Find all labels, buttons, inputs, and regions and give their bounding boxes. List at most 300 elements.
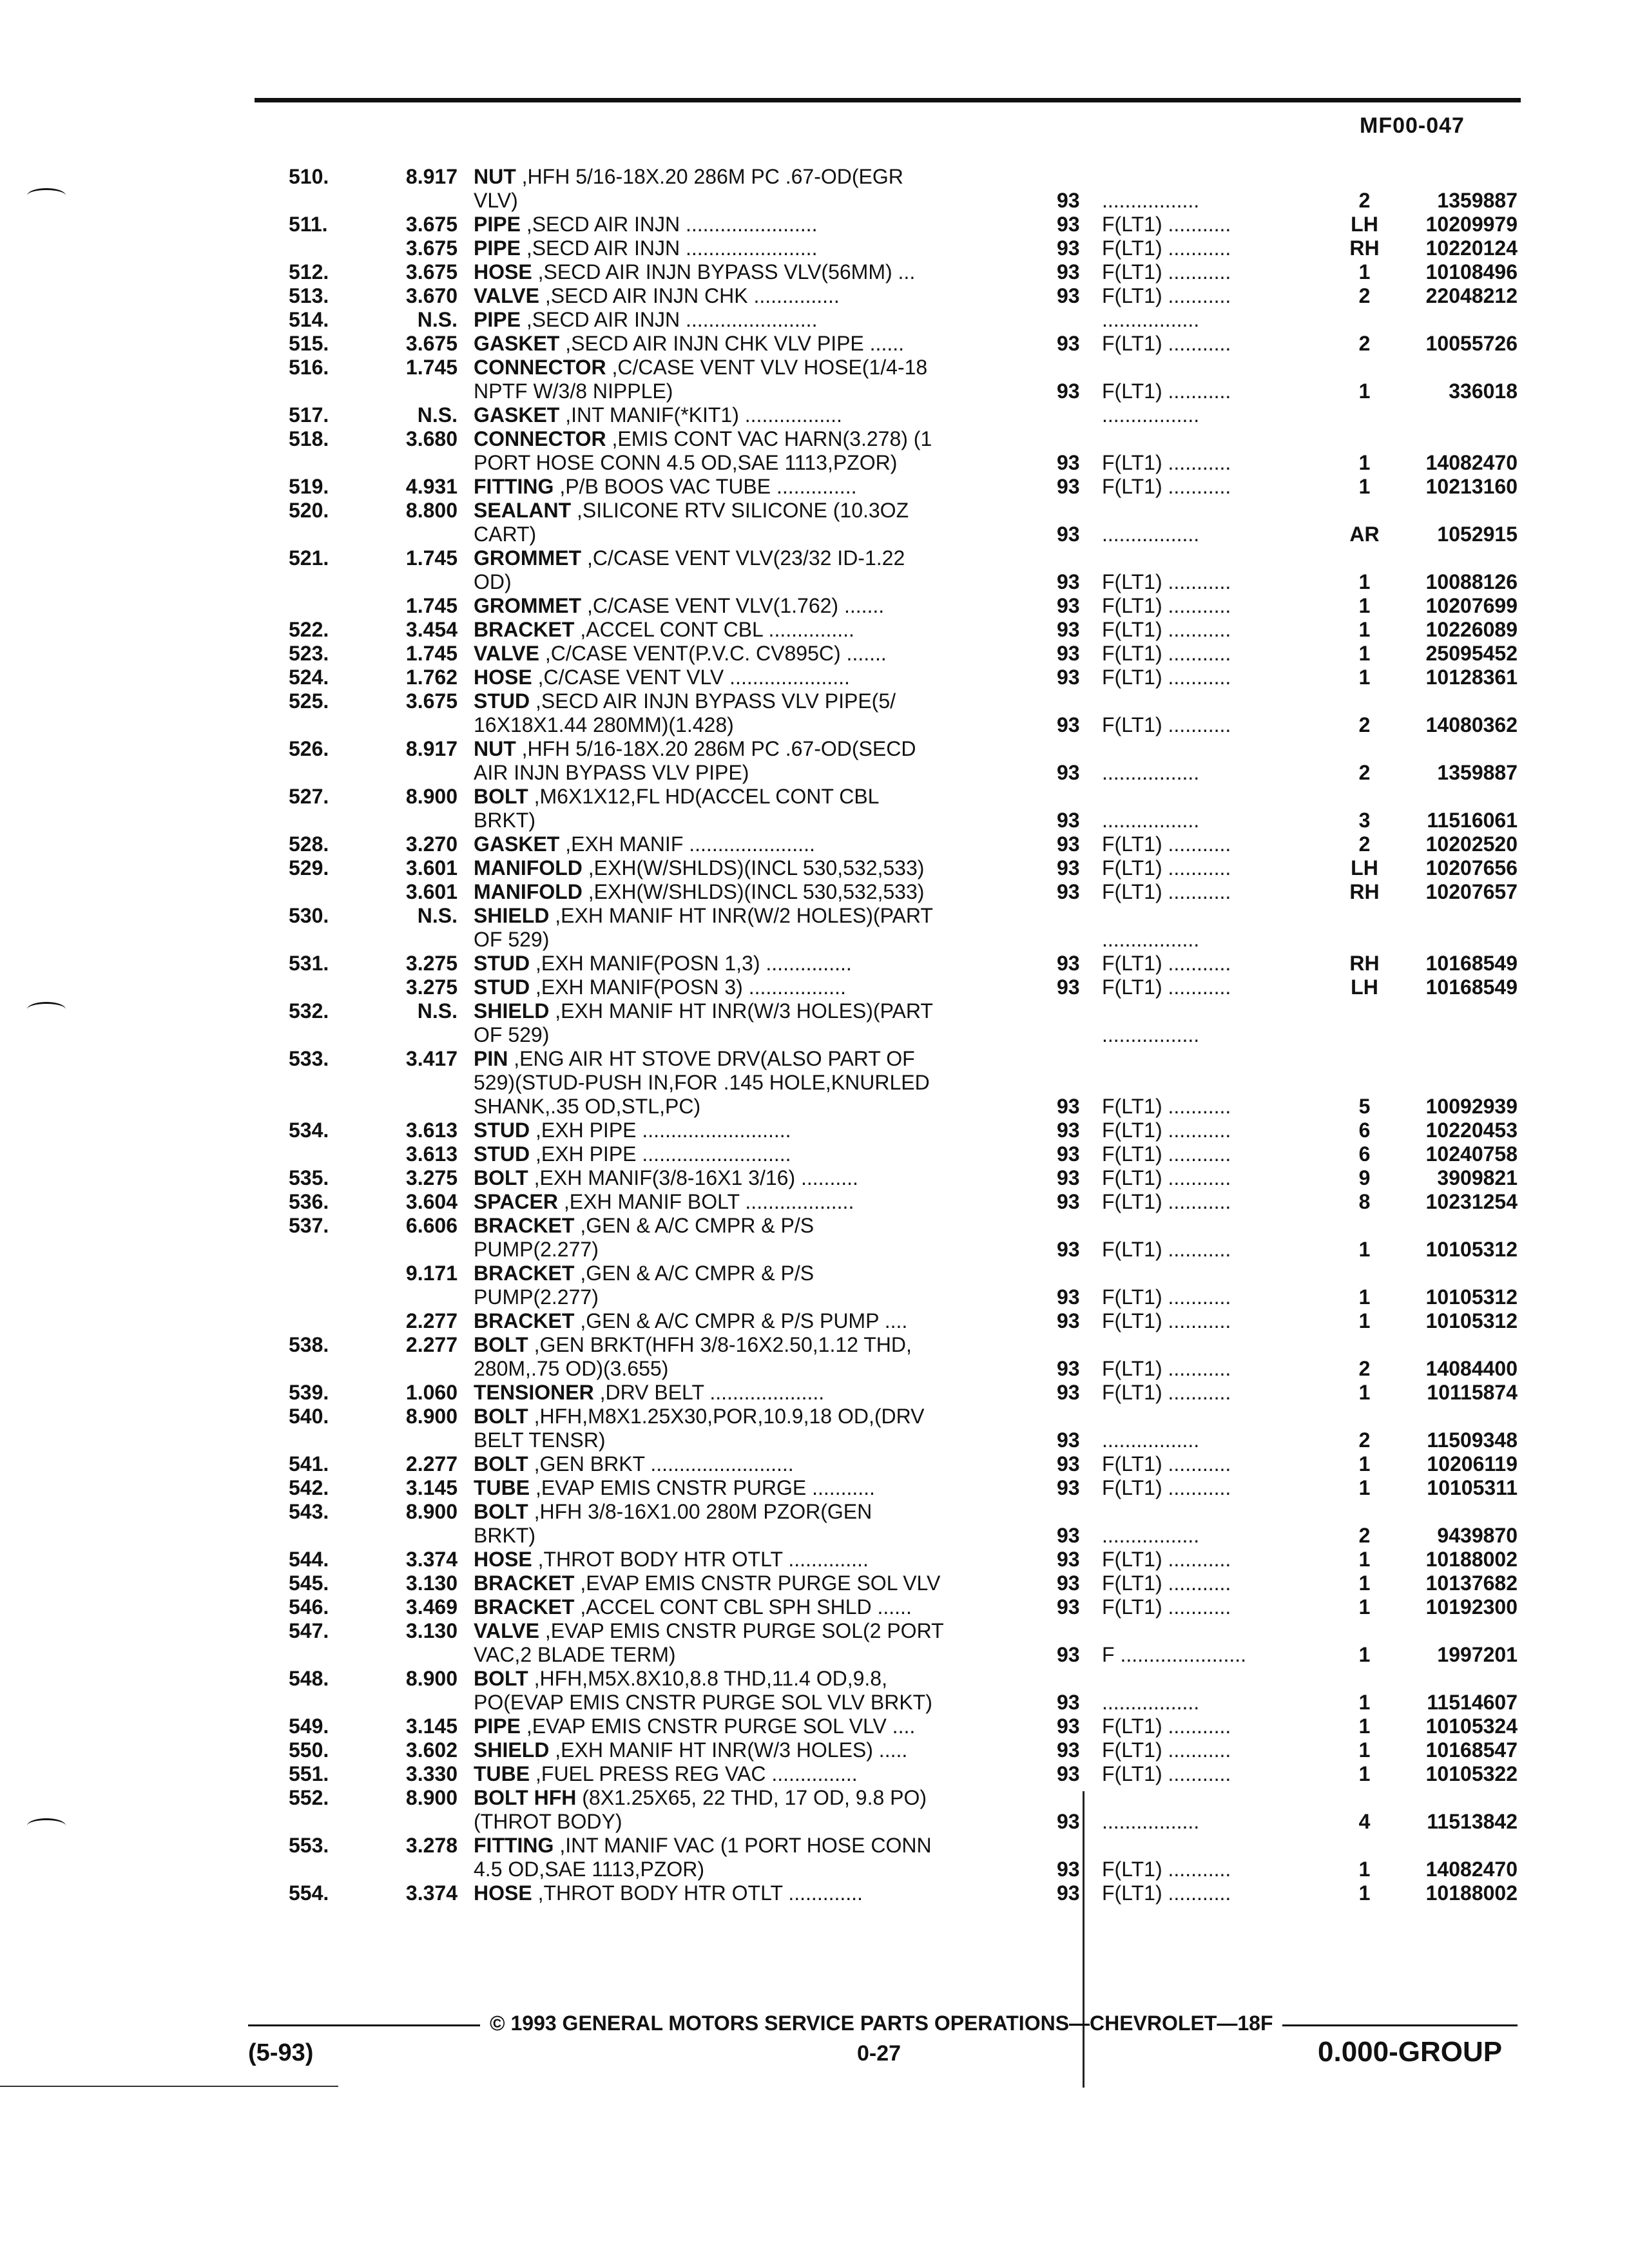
group-number: 1.060 [405, 1381, 458, 1404]
group-number: 6.606 [405, 1214, 458, 1237]
part-number: 1052915 [1437, 523, 1518, 546]
part-number: 14080362 [1425, 713, 1518, 736]
part-name: BRACKET [474, 1571, 575, 1595]
model-code: F(LT1) ........... [1102, 856, 1231, 879]
part-name: GROMMET [474, 594, 582, 617]
description-text: ,HFH,M8X1.25X30,POR,10.9,18 OD,(DRV [528, 1405, 925, 1428]
description [474, 1881, 1008, 1905]
row-line [0, 1166, 1629, 1190]
table-row [0, 546, 1629, 594]
model-code: F ...................... [1102, 1643, 1247, 1666]
model-code: F(LT1) ........... [1102, 1738, 1231, 1762]
description-text: ,EVAP EMIS CNSTR PURGE ........... [530, 1476, 875, 1499]
group-number: 2.277 [405, 1452, 458, 1475]
group-number: 8.800 [405, 499, 458, 522]
model-year: 93 [1057, 1548, 1080, 1571]
group-number: 1.745 [405, 546, 458, 570]
quantity: 2 [1358, 713, 1371, 736]
description [474, 689, 1008, 713]
table-row [0, 952, 1629, 975]
model-year: 93 [1057, 1571, 1080, 1595]
part-name: MANIFOLD [474, 856, 583, 879]
model-year: 93 [1057, 1285, 1080, 1309]
description-text: ,EXH(W/SHLDS)(INCL 530,532,533) [582, 856, 925, 879]
group-number: 3.601 [405, 880, 458, 903]
model-year: 93 [1057, 189, 1080, 212]
quantity: 1 [1358, 1381, 1371, 1404]
part-number: 10188002 [1425, 1881, 1518, 1905]
part-name: BOLT [474, 1405, 528, 1428]
ref-number: 530. [289, 904, 329, 927]
model-code: F(LT1) ........... [1102, 380, 1231, 403]
group-number: 3.270 [405, 832, 458, 856]
description [474, 570, 1008, 594]
quantity: 1 [1358, 1715, 1371, 1738]
description-text: VLV) [474, 189, 518, 212]
model-code: ................. [1102, 1524, 1200, 1547]
description [474, 1810, 1008, 1834]
model-code: F(LT1) ........... [1102, 832, 1231, 856]
description [474, 1190, 1008, 1214]
row-line [0, 356, 1629, 380]
part-name: STUD [474, 1119, 530, 1142]
model-year: 93 [1057, 380, 1080, 403]
ref-number: 542. [289, 1476, 329, 1499]
row-line [0, 618, 1629, 642]
group-number: N.S. [417, 999, 458, 1023]
table-row [0, 1834, 1629, 1881]
part-name: PIPE [474, 1715, 521, 1738]
description [474, 1524, 1008, 1548]
description [474, 403, 1008, 427]
model-code: F(LT1) ........... [1102, 1381, 1231, 1404]
ref-number: 549. [289, 1715, 329, 1738]
table-row [0, 1738, 1629, 1762]
part-name: BOLT [474, 1500, 528, 1523]
table-row [0, 1571, 1629, 1595]
model-code: F(LT1) ........... [1102, 1595, 1231, 1619]
quantity: RH [1349, 236, 1380, 260]
description [474, 904, 1008, 928]
quantity: 3 [1358, 809, 1371, 832]
group-number: 8.900 [405, 785, 458, 808]
description-text: ,GEN & A/C CMPR & P/S [574, 1214, 815, 1237]
part-number: 14082470 [1425, 451, 1518, 474]
group-number: 3.145 [405, 1715, 458, 1738]
table-row [0, 356, 1629, 403]
model-code: F(LT1) ........... [1102, 1166, 1231, 1189]
description [474, 451, 1008, 475]
table-row [0, 1214, 1629, 1262]
description-text: ,SECD AIR INJN BYPASS VLV PIPE(5/ [530, 689, 896, 713]
row-line [0, 1810, 1629, 1834]
description-text: ,INT MANIF VAC (1 PORT HOSE CONN [554, 1834, 932, 1857]
ref-number: 541. [289, 1452, 329, 1475]
description-text: ,ACCEL CONT CBL ............... [574, 618, 854, 641]
description-text: ,SECD AIR INJN BYPASS VLV(56MM) ... [532, 260, 916, 284]
description-text: ,SECD AIR INJN ....................... [520, 308, 818, 331]
description [474, 1762, 1008, 1786]
ref-number: 519. [289, 475, 329, 498]
model-year: 93 [1057, 1595, 1080, 1619]
part-name: BRACKET [474, 1309, 575, 1332]
model-code: ................. [1102, 1810, 1200, 1833]
model-year: 93 [1057, 1190, 1080, 1213]
ref-number: 547. [289, 1619, 329, 1642]
description-text: ,FUEL PRESS REG VAC ............... [530, 1762, 858, 1785]
model-code: F(LT1) ........... [1102, 952, 1231, 975]
ref-number: 546. [289, 1595, 329, 1619]
part-number: 336018 [1449, 380, 1518, 403]
part-number: 11516061 [1427, 809, 1518, 832]
description-text: ,EXH MANIF HT INR(W/3 HOLES)(PART [549, 999, 933, 1023]
description [474, 1715, 1008, 1738]
row-line [0, 1571, 1629, 1595]
model-code: F(LT1) ........... [1102, 1095, 1231, 1118]
description-text: VAC,2 BLADE TERM) [474, 1643, 676, 1666]
model-code: F(LT1) ........... [1102, 570, 1231, 593]
quantity: 8 [1358, 1190, 1371, 1213]
description-text: ,GEN & A/C CMPR & P/S [574, 1262, 815, 1285]
ref-number: 510. [289, 165, 329, 188]
quantity: LH [1351, 856, 1378, 879]
description [474, 1738, 1008, 1762]
row-line [0, 904, 1629, 928]
description [474, 165, 1008, 189]
description-text: 4.5 OD,SAE 1113,PZOR) [474, 1858, 705, 1881]
model-code: F(LT1) ........... [1102, 1238, 1231, 1261]
group-number: 2.277 [405, 1309, 458, 1332]
row-line [0, 1881, 1629, 1905]
row-line [0, 1738, 1629, 1762]
part-name: BOLT HFH [474, 1786, 577, 1809]
description-text: ,C/CASE VENT VLV(23/32 ID-1.22 [581, 546, 905, 570]
quantity: 4 [1358, 1810, 1371, 1833]
ref-number: 554. [289, 1881, 329, 1905]
group-number: 3.675 [405, 236, 458, 260]
row-line [0, 689, 1629, 713]
model-year: 93 [1057, 832, 1080, 856]
part-name: TENSIONER [474, 1381, 594, 1404]
part-number: 10207699 [1425, 594, 1518, 617]
table-row [0, 1333, 1629, 1381]
model-year: 93 [1057, 1166, 1080, 1189]
part-name: PIPE [474, 308, 521, 331]
row-line [0, 427, 1629, 451]
description-text: ,EVAP EMIS CNSTR PURGE SOL VLV [574, 1571, 941, 1595]
row-line [0, 1762, 1629, 1786]
description [474, 1571, 1008, 1595]
table-row [0, 1166, 1629, 1190]
part-number: 10108496 [1425, 260, 1518, 284]
part-number: 10168549 [1425, 952, 1518, 975]
model-year: 93 [1057, 952, 1080, 975]
part-name: MANIFOLD [474, 880, 583, 903]
description-text: ,THROT BODY HTR OTLT ............. [532, 1881, 863, 1905]
description-text: (8X1.25X65, 22 THD, 17 OD, 9.8 PO) [576, 1786, 927, 1809]
description [474, 499, 1008, 523]
row-line [0, 332, 1629, 356]
ref-number: 517. [289, 403, 329, 427]
description-text: ,P/B BOOS VAC TUBE .............. [554, 475, 857, 498]
description [474, 1285, 1008, 1309]
model-year: 93 [1057, 1715, 1080, 1738]
description-text: ,EMIS CONT VAC HARN(3.278) (1 [606, 427, 932, 450]
part-name: PIPE [474, 236, 521, 260]
model-code: ................. [1102, 523, 1200, 546]
quantity: 1 [1358, 1285, 1371, 1309]
description-text: PUMP(2.277) [474, 1238, 599, 1261]
row-line [0, 1285, 1629, 1309]
description [474, 308, 1008, 332]
part-number: 10105312 [1425, 1309, 1518, 1332]
part-number: 14082470 [1425, 1858, 1518, 1881]
description-text: ,GEN BRKT(HFH 3/8-16X2.50,1.12 THD, [528, 1333, 912, 1356]
model-year: 93 [1057, 1858, 1080, 1881]
ref-number: 529. [289, 856, 329, 879]
model-code: F(LT1) ........... [1102, 1762, 1231, 1785]
model-year: 93 [1057, 236, 1080, 260]
row-line [0, 761, 1629, 785]
row-line [0, 1524, 1629, 1548]
group-number: 8.917 [405, 165, 458, 188]
table-row [0, 1786, 1629, 1834]
footer-date: (5-93) [248, 2039, 314, 2066]
description-text: ,HFH 5/16-18X.20 286M PC .67-OD(EGR [516, 165, 903, 188]
model-code: ................. [1102, 928, 1200, 951]
description [474, 427, 1008, 451]
description-text: NPTF W/3/8 NIPPLE) [474, 380, 673, 403]
table-row [0, 1047, 1629, 1119]
model-code: F(LT1) ........... [1102, 642, 1231, 665]
ref-number: 545. [289, 1571, 329, 1595]
row-line [0, 1786, 1629, 1810]
description-text: PO(EVAP EMIS CNSTR PURGE SOL VLV BRKT) [474, 1691, 932, 1714]
part-name: STUD [474, 1142, 530, 1166]
model-code: F(LT1) ........... [1102, 260, 1231, 284]
row-line [0, 1095, 1629, 1119]
group-number: N.S. [417, 308, 458, 331]
part-number: 10231254 [1425, 1190, 1518, 1213]
model-year: 93 [1057, 809, 1080, 832]
group-number: 8.917 [405, 737, 458, 760]
part-number: 10207656 [1425, 856, 1518, 879]
group-number: 3.675 [405, 260, 458, 284]
quantity: 6 [1358, 1119, 1371, 1142]
table-row [0, 737, 1629, 785]
quantity: 1 [1358, 1452, 1371, 1475]
group-number: 3.604 [405, 1190, 458, 1213]
row-line [0, 1858, 1629, 1881]
part-name: HOSE [474, 1548, 532, 1571]
group-number: N.S. [417, 904, 458, 927]
row-line [0, 380, 1629, 403]
model-year: 93 [1057, 451, 1080, 474]
part-name: NUT [474, 737, 516, 760]
table-row [0, 856, 1629, 880]
quantity: 1 [1358, 451, 1371, 474]
group-number: 3.602 [405, 1738, 458, 1762]
part-number: 10206119 [1427, 1452, 1518, 1475]
table-row [0, 832, 1629, 856]
description [474, 1834, 1008, 1858]
row-line [0, 1834, 1629, 1858]
description [474, 1071, 1008, 1095]
part-number: 10192300 [1425, 1595, 1518, 1619]
group-number: 3.130 [405, 1571, 458, 1595]
table-row [0, 332, 1629, 356]
part-number: 11513842 [1427, 1810, 1518, 1833]
group-number: 8.900 [405, 1405, 458, 1428]
table-row [0, 999, 1629, 1047]
quantity: 2 [1358, 1357, 1371, 1380]
description-text: OF 529) [474, 928, 550, 951]
page-code: MF00-047 [1360, 113, 1465, 138]
table-row [0, 594, 1629, 618]
table-row [0, 975, 1629, 999]
ref-number: 512. [289, 260, 329, 284]
description-text: ,EXH PIPE .......................... [530, 1119, 791, 1142]
description-text: SHANK,.35 OD,STL,PC) [474, 1095, 701, 1118]
description [474, 1452, 1008, 1476]
model-code: F(LT1) ........... [1102, 1285, 1231, 1309]
description-text: ,SECD AIR INJN ....................... [520, 213, 818, 236]
part-name: HOSE [474, 666, 532, 689]
table-row [0, 642, 1629, 666]
model-year: 93 [1057, 880, 1080, 903]
part-name: STUD [474, 975, 530, 999]
row-line [0, 832, 1629, 856]
row-line [0, 1476, 1629, 1500]
ref-number: 539. [289, 1381, 329, 1404]
model-year: 93 [1057, 1357, 1080, 1380]
quantity: 2 [1358, 761, 1371, 784]
description [474, 999, 1008, 1023]
model-code: F(LT1) ........... [1102, 1190, 1231, 1213]
model-year: 93 [1057, 523, 1080, 546]
table-row [0, 1119, 1629, 1142]
ref-number: 528. [289, 832, 329, 856]
model-year: 93 [1057, 1476, 1080, 1499]
part-name: FITTING [474, 475, 554, 498]
quantity: 1 [1358, 570, 1371, 593]
row-line [0, 1643, 1629, 1667]
description [474, 1500, 1008, 1524]
model-year: 93 [1057, 666, 1080, 689]
quantity: LH [1351, 975, 1378, 999]
description-text: ,EVAP EMIS CNSTR PURGE SOL(2 PORT [539, 1619, 944, 1642]
part-name: CONNECTOR [474, 356, 606, 379]
part-name: TUBE [474, 1476, 530, 1499]
model-year: 93 [1057, 1524, 1080, 1547]
quantity: LH [1351, 213, 1378, 236]
row-line [0, 1071, 1629, 1095]
model-year: 93 [1057, 1095, 1080, 1118]
description-text: ,EXH(W/SHLDS)(INCL 530,532,533) [582, 880, 925, 903]
part-name: FITTING [474, 1834, 554, 1857]
group-number: 3.601 [405, 856, 458, 879]
model-code: F(LT1) ........... [1102, 666, 1231, 689]
quantity: 6 [1358, 1142, 1371, 1166]
part-number: 9439870 [1437, 1524, 1518, 1547]
description [474, 380, 1008, 403]
model-code: F(LT1) ........... [1102, 236, 1231, 260]
model-year: 93 [1057, 856, 1080, 879]
description [474, 1595, 1008, 1619]
row-line [0, 1405, 1629, 1428]
description [474, 618, 1008, 642]
description-text: BRKT) [474, 809, 535, 832]
description-text: ,C/CASE VENT VLV(1.762) ....... [581, 594, 885, 617]
part-number: 14084400 [1425, 1357, 1518, 1380]
quantity: 1 [1358, 1691, 1371, 1714]
description-text: ,EXH MANIF ...................... [559, 832, 815, 856]
description-text: PUMP(2.277) [474, 1285, 599, 1309]
group-number: 3.278 [405, 1834, 458, 1857]
row-line [0, 260, 1629, 284]
model-year: 93 [1057, 1762, 1080, 1785]
row-line [0, 1595, 1629, 1619]
model-code: F(LT1) ........... [1102, 975, 1231, 999]
quantity: 2 [1358, 284, 1371, 307]
model-year: 93 [1057, 642, 1080, 665]
row-line [0, 999, 1629, 1023]
part-number: 10128361 [1425, 666, 1518, 689]
description [474, 1166, 1008, 1190]
description [474, 1691, 1008, 1715]
model-year: 93 [1057, 761, 1080, 784]
ref-number: 532. [289, 999, 329, 1023]
ref-number: 553. [289, 1834, 329, 1857]
description [474, 1381, 1008, 1405]
description-text: ,EXH MANIF(POSN 3) ................. [530, 975, 846, 999]
description [474, 1405, 1008, 1428]
ref-number: 534. [289, 1119, 329, 1142]
ref-number: 537. [289, 1214, 329, 1237]
description-text: AIR INJN BYPASS VLV PIPE) [474, 761, 749, 784]
quantity: 1 [1358, 666, 1371, 689]
row-line [0, 1381, 1629, 1405]
part-name: VALVE [474, 1619, 539, 1642]
description-text: ,GEN BRKT ......................... [528, 1452, 794, 1475]
group-number: 3.330 [405, 1762, 458, 1785]
table-row [0, 1405, 1629, 1452]
group-number: 3.275 [405, 1166, 458, 1189]
quantity: 1 [1358, 1238, 1371, 1261]
table-row [0, 1548, 1629, 1571]
description-text: OF 529) [474, 1023, 550, 1046]
row-line [0, 165, 1629, 189]
quantity: 1 [1358, 642, 1371, 665]
quantity: 9 [1358, 1166, 1371, 1189]
part-number: 10226089 [1425, 618, 1518, 641]
parts-list [0, 165, 1629, 1905]
description [474, 1309, 1008, 1333]
part-name: SHIELD [474, 999, 550, 1023]
group-number: 3.469 [405, 1595, 458, 1619]
row-line [0, 1190, 1629, 1214]
part-number: 1359887 [1437, 189, 1518, 212]
description [474, 594, 1008, 618]
description [474, 1476, 1008, 1500]
part-number: 11509348 [1427, 1428, 1518, 1452]
quantity: 1 [1358, 1881, 1371, 1905]
quantity: 1 [1358, 1858, 1371, 1881]
ref-number: 525. [289, 689, 329, 713]
model-code: F(LT1) ........... [1102, 1715, 1231, 1738]
model-year: 93 [1057, 1142, 1080, 1166]
description-text: ,C/CASE VENT VLV HOSE(1/4-18 [606, 356, 928, 379]
